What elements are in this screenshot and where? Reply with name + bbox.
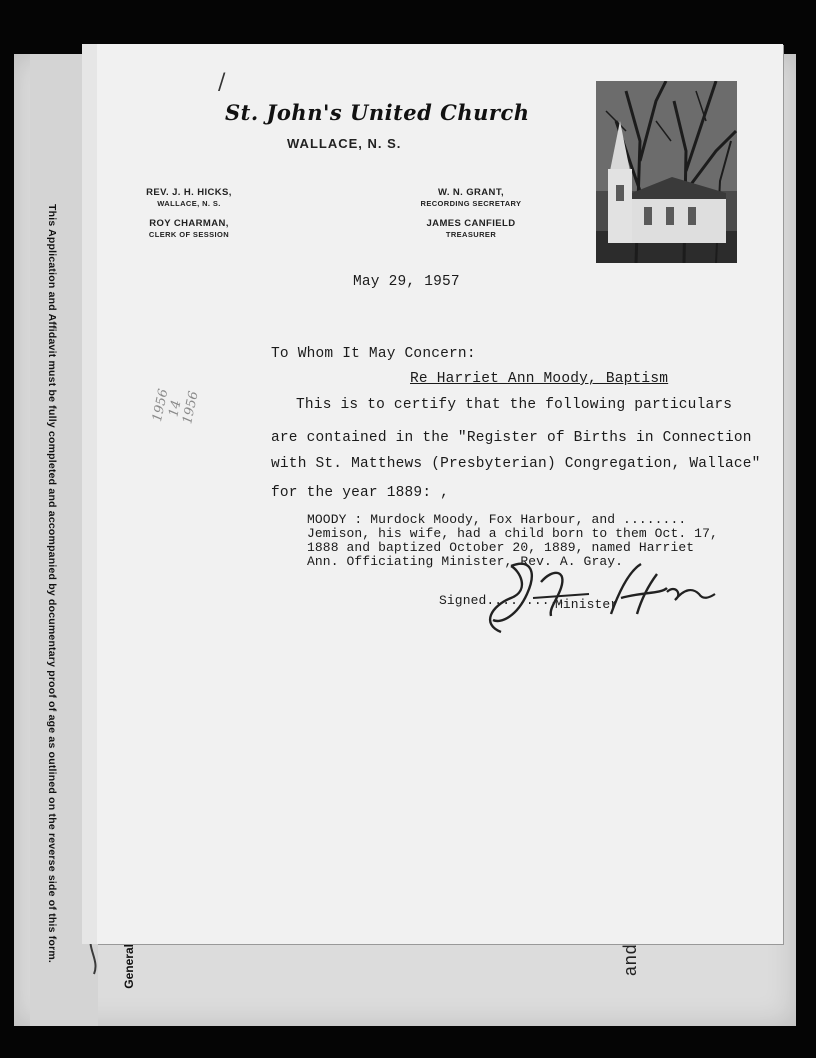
officer-name: ROY CHARMAN, — [149, 218, 229, 229]
body-line: This is to certify that the following particulars — [296, 397, 733, 413]
letter-date: May 29, 1957 — [353, 274, 460, 290]
form-instruction-note: This Application and Affidavit must be fully completed and accompanied by documentary proof of age as outlined on the reverse side of this form. — [46, 204, 58, 964]
officer-role: CLERK OF SESSION — [148, 230, 230, 239]
salutation: To Whom It May Concern: — [271, 346, 476, 362]
minister-signature — [471, 554, 716, 634]
officer-right-1 — [391, 187, 551, 208]
general-label: General — [122, 944, 136, 989]
signed-label: Signed.......... — [439, 593, 566, 608]
body-line: for the year 1889: , — [271, 485, 450, 501]
minister-label: Minister — [555, 597, 619, 612]
officer-left-1 — [109, 187, 269, 208]
register-entry-line: Ann. Officiating Minister, Rev. A. Gray. — [307, 554, 624, 569]
form-and-word: and — [622, 944, 642, 977]
officer-right-2 — [391, 218, 551, 239]
corner-mark-text: / — [218, 70, 226, 95]
officer-left-2 — [109, 218, 269, 239]
register-entry-line: Jemison, his wife, had a child born to them Oct. 17, — [307, 526, 718, 541]
side-pencil-note: 1956 14 1956 — [150, 387, 202, 430]
church-photo — [596, 81, 737, 263]
church-name: St. John's United Church — [225, 100, 530, 125]
officer-role: WALLACE, N. S. — [157, 199, 221, 208]
re-line: Re Harriet Ann Moody, Baptism — [410, 371, 669, 387]
church-city: WALLACE, N. S. — [287, 136, 402, 151]
officer-role: TREASURER — [445, 230, 497, 239]
officer-name: W. N. GRANT, — [437, 187, 505, 198]
body-line: with St. Matthews (Presbyterian) Congregation, Wallace" — [271, 456, 761, 472]
officer-name: JAMES CANFIELD — [426, 218, 516, 229]
officer-name: REV. J. H. HICKS, — [146, 187, 232, 198]
letter-sheet — [97, 44, 783, 944]
corner-pencil-mark — [218, 70, 225, 95]
register-entry-line: MOODY : Murdock Moody, Fox Harbour, and ........ — [307, 512, 687, 527]
body-line: are contained in the "Register of Births in Connection — [271, 430, 752, 446]
officer-role: RECORDING SECRETARY — [420, 199, 522, 208]
register-entry-line: 1888 and baptized October 20, 1889, named Harriet — [307, 540, 695, 555]
